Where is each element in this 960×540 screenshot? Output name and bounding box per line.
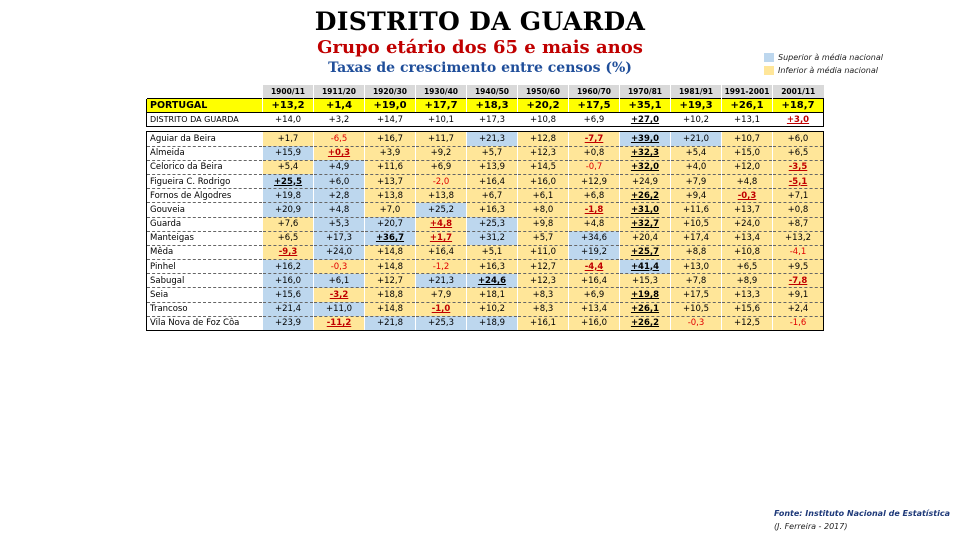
column-header: 1960/70 (569, 85, 620, 99)
table-cell: +14,8 (365, 260, 416, 274)
table-cell: +13,4 (722, 231, 773, 245)
table-cell: +5,3 (314, 217, 365, 231)
row-label: Manteigas (147, 231, 263, 245)
table-cell: +15,0 (722, 146, 773, 160)
table-cell: +20,7 (365, 217, 416, 231)
row-label: Celorico da Beira (147, 160, 263, 174)
table-cell: +12,9 (569, 174, 620, 188)
table-cell: +13,1 (722, 113, 773, 127)
table-cell: +13,4 (569, 302, 620, 316)
column-header: 1970/81 (620, 85, 671, 99)
table-cell: +16,3 (467, 260, 518, 274)
table-cell: +26,2 (620, 316, 671, 330)
table-row (147, 203, 824, 217)
column-header: 1950/60 (518, 85, 569, 99)
table-row (147, 113, 824, 127)
page-subtitle-2: Taxas de crescimento entre censos (%) (328, 60, 632, 76)
table-cell: +14,5 (518, 160, 569, 174)
table-cell: +31,2 (467, 231, 518, 245)
table-cell: +36,7 (365, 231, 416, 245)
table-cell: +6,5 (263, 231, 314, 245)
table-cell: +19,2 (569, 245, 620, 259)
table-cell: +20,9 (263, 203, 314, 217)
legend-item-superior (764, 53, 883, 62)
row-label: Sabugal (147, 274, 263, 288)
table-cell: +32,7 (620, 217, 671, 231)
table-cell: +12,3 (518, 274, 569, 288)
table-cell: -1,0 (416, 302, 467, 316)
table-cell: +11,0 (314, 302, 365, 316)
table-cell: +19,8 (263, 189, 314, 203)
table-cell: +18,3 (467, 99, 518, 113)
row-label: Gouveia (147, 203, 263, 217)
table-cell: +5,4 (671, 146, 722, 160)
table-cell: +10,5 (671, 217, 722, 231)
table-cell: -9,3 (263, 245, 314, 259)
table-cell: -11,2 (314, 316, 365, 330)
table-cell: +9,5 (773, 260, 824, 274)
table-cell: +15,9 (263, 146, 314, 160)
table-cell: +41,4 (620, 260, 671, 274)
row-label: Mêda (147, 245, 263, 259)
table-cell: -4,1 (773, 245, 824, 259)
table-cell: +10,2 (467, 302, 518, 316)
table-cell: +27,0 (620, 113, 671, 127)
table-cell: +16,4 (416, 245, 467, 259)
table-cell: +25,5 (263, 174, 314, 188)
table-cell: +5,1 (467, 245, 518, 259)
table-cell: +9,4 (671, 189, 722, 203)
table-cell: +7,9 (671, 174, 722, 188)
table-cell: +11,6 (671, 203, 722, 217)
table-cell: +4,0 (671, 160, 722, 174)
table-row (147, 189, 824, 203)
page-subtitle: Grupo etário dos 65 e mais anos (317, 37, 643, 58)
table-cell: +6,5 (773, 146, 824, 160)
credit-note: (J. Ferreira - 2017) (774, 522, 848, 531)
table-cell: +13,7 (365, 174, 416, 188)
table-cell: +4,8 (314, 203, 365, 217)
page-title: DISTRITO DA GUARDA (314, 7, 646, 36)
table-cell: +21,4 (263, 302, 314, 316)
column-header: 1930/40 (416, 85, 467, 99)
column-header: 1940/50 (467, 85, 518, 99)
table-cell: +6,0 (773, 132, 824, 146)
table-row (147, 274, 824, 288)
table-cell: +10,8 (518, 113, 569, 127)
row-label: Aguiar da Beira (147, 132, 263, 146)
table-cell: -7,7 (569, 132, 620, 146)
table-cell: +16,0 (263, 274, 314, 288)
table-cell: -0,3 (722, 189, 773, 203)
table-cell: +5,7 (518, 231, 569, 245)
table-cell: +12,3 (518, 146, 569, 160)
table-cell: +12,7 (365, 274, 416, 288)
table-cell: +15,6 (263, 288, 314, 302)
table-cell: +32,3 (620, 146, 671, 160)
table-cell: +3,9 (365, 146, 416, 160)
table-row (147, 245, 824, 259)
table-cell: +2,8 (314, 189, 365, 203)
column-header: 1911/20 (314, 85, 365, 99)
table-row (147, 302, 824, 316)
table-cell: +5,4 (263, 160, 314, 174)
table-cell: -6,5 (314, 132, 365, 146)
table-cell: +11,0 (518, 245, 569, 259)
table-cell: +16,0 (569, 316, 620, 330)
table-cell: +3,2 (314, 113, 365, 127)
table-cell: +31,0 (620, 203, 671, 217)
table-cell: +0,8 (569, 146, 620, 160)
table-cell: +4,8 (569, 217, 620, 231)
legend-item-inferior (764, 66, 878, 75)
table-cell: +16,0 (518, 174, 569, 188)
table-row (147, 146, 824, 160)
table-cell: -7,8 (773, 274, 824, 288)
table-cell: +32,0 (620, 160, 671, 174)
table-cell: +35,1 (620, 99, 671, 113)
table-cell: +1,7 (416, 231, 467, 245)
legend-swatch-blue (764, 53, 774, 62)
table-cell: +14,0 (263, 113, 314, 127)
table-cell: -0,7 (569, 160, 620, 174)
table-cell: +11,7 (416, 132, 467, 146)
table-cell: +17,3 (467, 113, 518, 127)
table-cell: +7,1 (773, 189, 824, 203)
row-label: PORTUGAL (147, 99, 263, 113)
table-row (147, 174, 824, 188)
table-cell: +16,2 (263, 260, 314, 274)
table-cell: +18,8 (365, 288, 416, 302)
table-cell: +17,7 (416, 99, 467, 113)
table-cell: +6,7 (467, 189, 518, 203)
table-cell: +19,3 (671, 99, 722, 113)
table-cell: +4,8 (722, 174, 773, 188)
table-cell: +21,8 (365, 316, 416, 330)
table-cell: +24,0 (722, 217, 773, 231)
table-cell: +4,8 (416, 217, 467, 231)
table-cell: -1,6 (773, 316, 824, 330)
table-cell: +24,9 (620, 174, 671, 188)
table-cell: +8,8 (671, 245, 722, 259)
column-header: 1991-2001 (722, 85, 773, 99)
table-cell: +17,5 (671, 288, 722, 302)
table-cell: -3,5 (773, 160, 824, 174)
table-row (147, 160, 824, 174)
table-row (147, 132, 824, 146)
table-cell: +14,8 (365, 302, 416, 316)
row-label: Figueira C. Rodrigo (147, 174, 263, 188)
table-cell: +5,7 (467, 146, 518, 160)
table-cell: +12,7 (518, 260, 569, 274)
table-cell: -2,0 (416, 174, 467, 188)
table-header-row (147, 85, 824, 99)
table-cell: +8,7 (773, 217, 824, 231)
table-cell: +6,9 (569, 288, 620, 302)
table-cell: +26,1 (620, 302, 671, 316)
table-cell: +15,3 (620, 274, 671, 288)
table-cell: +13,9 (467, 160, 518, 174)
legend-swatch-yellow (764, 66, 774, 75)
legend-label: Superior à média nacional (778, 53, 883, 62)
column-header: 1920/30 (365, 85, 416, 99)
table-cell: +39,0 (620, 132, 671, 146)
table-cell: +6,1 (314, 274, 365, 288)
table-cell: +13,0 (671, 260, 722, 274)
table-cell: +8,3 (518, 302, 569, 316)
table-cell: +6,0 (314, 174, 365, 188)
table-cell: +16,3 (467, 203, 518, 217)
table-cell: +19,0 (365, 99, 416, 113)
table-cell: +6,8 (569, 189, 620, 203)
table-cell: +9,8 (518, 217, 569, 231)
growth-rate-table (146, 85, 824, 331)
table-cell: +23,9 (263, 316, 314, 330)
table-row (147, 260, 824, 274)
table-cell: +0,3 (314, 146, 365, 160)
table-cell: +9,1 (773, 288, 824, 302)
row-label: Pinhel (147, 260, 263, 274)
table-cell: +8,0 (518, 203, 569, 217)
table-cell: -1,8 (569, 203, 620, 217)
table-cell: -0,3 (314, 260, 365, 274)
table-cell: +19,8 (620, 288, 671, 302)
table-cell: -4,4 (569, 260, 620, 274)
table-cell: +16,7 (365, 132, 416, 146)
table-cell: +18,9 (467, 316, 518, 330)
table-cell: +7,6 (263, 217, 314, 231)
column-header: 1900/11 (263, 85, 314, 99)
table-cell: +7,9 (416, 288, 467, 302)
table-cell: +12,5 (722, 316, 773, 330)
table-row (147, 288, 824, 302)
table-cell: +11,6 (365, 160, 416, 174)
table-cell: +26,2 (620, 189, 671, 203)
table-cell: +18,1 (467, 288, 518, 302)
table-cell: +6,1 (518, 189, 569, 203)
table-cell: +16,4 (569, 274, 620, 288)
table-cell: +25,2 (416, 203, 467, 217)
table-cell: +10,2 (671, 113, 722, 127)
table-cell: +3,0 (773, 113, 824, 127)
table-cell: +10,5 (671, 302, 722, 316)
table-cell: +21,3 (416, 274, 467, 288)
table-cell: +2,4 (773, 302, 824, 316)
table-cell: +13,3 (722, 288, 773, 302)
table-cell: +10,8 (722, 245, 773, 259)
table-cell: +0,8 (773, 203, 824, 217)
column-header: 2001/11 (773, 85, 824, 99)
row-label: Vila Nova de Foz Côa (147, 316, 263, 330)
table-cell: +12,8 (518, 132, 569, 146)
table-cell: +17,5 (569, 99, 620, 113)
table-cell: +26,1 (722, 99, 773, 113)
table-cell: +13,8 (365, 189, 416, 203)
table-cell: +9,2 (416, 146, 467, 160)
table-cell: -3,2 (314, 288, 365, 302)
table-row (147, 316, 824, 330)
table-cell: -0,3 (671, 316, 722, 330)
table-cell: +16,1 (518, 316, 569, 330)
table-cell: +34,6 (569, 231, 620, 245)
table-cell: -5,1 (773, 174, 824, 188)
table-cell: +17,3 (314, 231, 365, 245)
table-cell: +13,7 (722, 203, 773, 217)
table-cell: +6,5 (722, 260, 773, 274)
table-cell: +21,0 (671, 132, 722, 146)
row-label: DISTRITO DA GUARDA (147, 113, 263, 127)
table-row (147, 217, 824, 231)
source-note: Fonte: Instituto Nacional de Estatística (774, 509, 951, 518)
row-label: Almeida (147, 146, 263, 160)
table-cell: +25,7 (620, 245, 671, 259)
row-label: Guarda (147, 217, 263, 231)
table-cell: +8,9 (722, 274, 773, 288)
row-label: Fornos de Algodres (147, 189, 263, 203)
row-label: Seia (147, 288, 263, 302)
table-cell: +20,2 (518, 99, 569, 113)
table-cell: +20,4 (620, 231, 671, 245)
table-cell: +13,2 (773, 231, 824, 245)
table-cell: +17,4 (671, 231, 722, 245)
table-cell: +16,4 (467, 174, 518, 188)
table-cell: +7,8 (671, 274, 722, 288)
table-cell: +6,9 (416, 160, 467, 174)
table-cell: +10,7 (722, 132, 773, 146)
table-cell: +25,3 (416, 316, 467, 330)
column-header: 1981/91 (671, 85, 722, 99)
table-cell: +12,0 (722, 160, 773, 174)
table-cell: +4,9 (314, 160, 365, 174)
table-cell: +25,3 (467, 217, 518, 231)
table-cell: +1,4 (314, 99, 365, 113)
table-cell: +1,7 (263, 132, 314, 146)
table-cell: +7,0 (365, 203, 416, 217)
table-cell: +15,6 (722, 302, 773, 316)
table-row (147, 231, 824, 245)
table-cell: +14,7 (365, 113, 416, 127)
table-cell: +13,8 (416, 189, 467, 203)
table-cell: +8,3 (518, 288, 569, 302)
legend-label: Inferior à média nacional (778, 66, 878, 75)
table-cell: +10,1 (416, 113, 467, 127)
table-cell: +21,3 (467, 132, 518, 146)
table-cell: +6,9 (569, 113, 620, 127)
row-label: Trancoso (147, 302, 263, 316)
table-cell: +18,7 (773, 99, 824, 113)
header-blank (147, 85, 263, 99)
table-row (147, 99, 824, 113)
table-cell: -1,2 (416, 260, 467, 274)
table-cell: +24,0 (314, 245, 365, 259)
table-cell: +14,8 (365, 245, 416, 259)
table-cell: +24,6 (467, 274, 518, 288)
table-cell: +13,2 (263, 99, 314, 113)
